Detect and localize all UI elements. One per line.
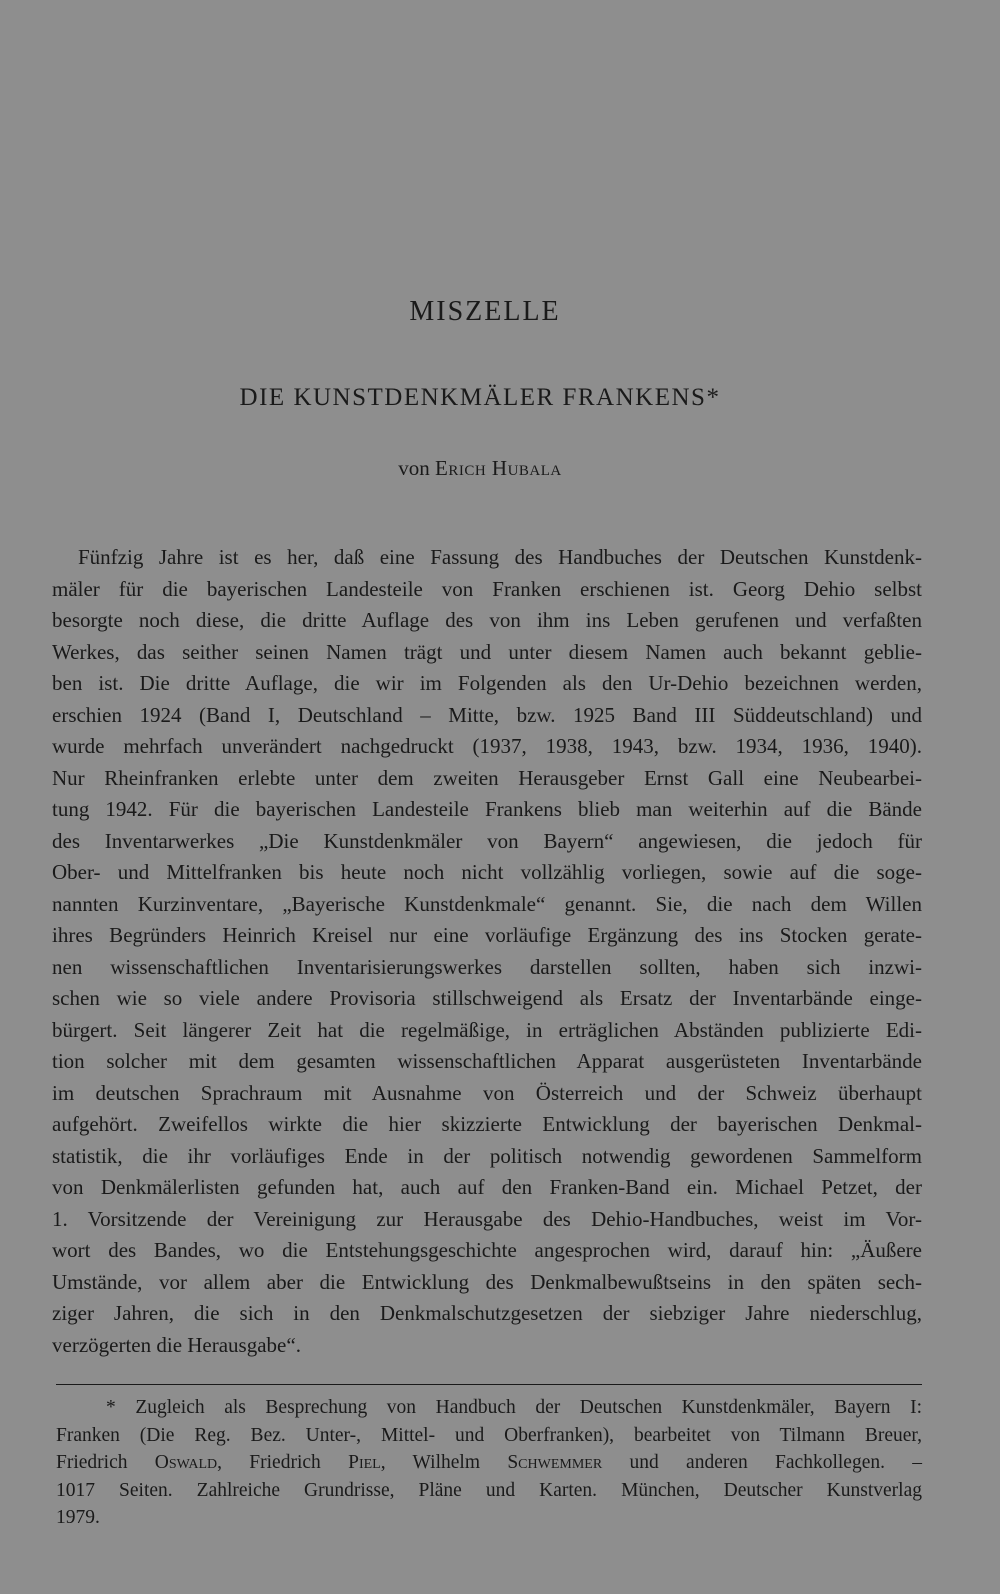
body-line: Umstände, vor allem aber die Entwicklung des Denkmalbewußtseins in den späten sech-: [52, 1269, 922, 1294]
footnote-divider: [56, 1384, 922, 1385]
body-line: ziger Jahren, die sich in den Denkmalschutzgesetzen der siebziger Jahre niederschlug,: [52, 1301, 922, 1325]
body-line: ben ist. Die dritte Auflage, die wir im Folgenden als den Ur-Dehio bezeichnen werden,: [52, 671, 922, 695]
section-heading: MISZELLE: [409, 296, 561, 327]
byline: [0, 456, 960, 481]
body-line: schen wie so viele andere Provisoria stillschweigend als Ersatz der Inventarbände einge-: [52, 986, 922, 1010]
body-line: mäler für die bayerischen Landesteile von Franken erschienen ist. Georg Dehio selbst: [52, 576, 922, 601]
body-line: Fünfzig Jahre ist es her, daß eine Fassung des Handbuches der Deutschen Kunstdenk-: [78, 545, 922, 569]
footnote-text: , Friedrich: [217, 1452, 321, 1473]
body-paragraph: [52, 542, 922, 1361]
body-line: bürgert. Seit längerer Zeit hat die regelmäßige, in erträglichen Abständen publizierte Edi-: [52, 1017, 922, 1042]
body-line: aufgehört. Zweifellos wirkte die hier skizzierte Entwicklung der bayerischen Denkmal-: [52, 1112, 922, 1136]
footnote-text: , Wilhelm: [380, 1452, 480, 1473]
footnote-line: [56, 1394, 922, 1422]
body-line: nannten Kurzinventare, „Bayerische Kunstdenkmale“ genannt. Sie, die nach dem Willen: [52, 891, 922, 916]
body-line: des Inventarwerkes „Die Kunstdenkmäler von Bayern“ angewiesen, die jedoch für: [52, 828, 922, 853]
body-line: Werkes, das seither seinen Namen trägt und unter diesem Namen auch bekannt geblie-: [52, 639, 922, 664]
body-line: Ober- und Mittelfranken bis heute noch nicht vollzählig vorliegen, sowie auf die soge-: [52, 860, 922, 884]
body-line: verzögerten die Herausgabe“.: [52, 1332, 301, 1357]
footnote-marker: *: [106, 1397, 116, 1418]
footnote-line: 1017 Seiten. Zahlreiche Grundrisse, Pläne und Karten. München, Deutscher Kunstverlag: [56, 1479, 922, 1501]
footnote-line: 1979.: [56, 1507, 100, 1528]
footnote-line: [56, 1449, 922, 1477]
body-line: erschien 1924 (Band I, Deutschland – Mitte, bzw. 1925 Band III Süddeutschland) und: [52, 702, 922, 727]
footnote-text: Zugleich als Besprechung von Handbuch der Deutschen Kunstdenkmäler, Bayern I:: [135, 1397, 922, 1418]
body-line: wurde mehrfach unverändert nachgedruckt (1937, 1938, 1943, bzw. 1934, 1936, 1940).: [52, 734, 922, 758]
footnote-name: Piel: [348, 1452, 381, 1473]
body-line: 1. Vorsitzende der Vereinigung zur Herausgabe des Dehio-Handbuches, weist im Vor-: [52, 1206, 922, 1231]
footnote: [56, 1394, 922, 1532]
footnote-text: und anderen Fachkollegen. –: [629, 1452, 923, 1473]
body-line: besorgte noch diese, die dritte Auflage des von ihm ins Leben gerufenen und verfaßten: [52, 608, 922, 632]
body-line: ihres Begründers Heinrich Kreisel nur eine vorläufige Ergänzung des ins Stocken gerate-: [52, 923, 922, 947]
footnote-text: Friedrich: [56, 1452, 128, 1473]
footnote-name: Schwemmer: [507, 1452, 603, 1473]
byline-prefix: von: [398, 456, 430, 480]
body-line: statistik, die ihr vorläufiges Ende in der politisch notwendig gewordenen Sammelform: [52, 1143, 922, 1168]
article-title: DIE KUNSTDENKMÄLER FRANKENS*: [239, 384, 721, 411]
footnote-name: Oswald: [154, 1452, 218, 1473]
body-line: von Denkmälerlisten gefunden hat, auch auf den Franken-Band ein. Michael Petzet, der: [52, 1175, 922, 1199]
body-line: im deutschen Sprachraum mit Ausnahme von Österreich und der Schweiz überhaupt: [52, 1080, 922, 1105]
byline-author: Erich Hubala: [435, 456, 562, 480]
body-line: nen wissenschaftlichen Inventarisierungswerkes darstellen sollten, haben sich inzwi-: [52, 954, 922, 979]
body-line: tion solcher mit dem gesamten wissenschaftlichen Apparat ausgerüsteten Inventarbände: [52, 1049, 922, 1073]
body-line: Nur Rheinfranken erlebte unter dem zweiten Herausgeber Ernst Gall eine Neubearbei-: [52, 765, 922, 790]
body-line: tung 1942. Für die bayerischen Landesteile Frankens blieb man weiterhin auf die Bände: [52, 797, 922, 821]
footnote-line: Franken (Die Reg. Bez. Unter-, Mittel- und Oberfranken), bearbeitet von Tilmann Breuer,: [56, 1424, 922, 1446]
body-line: wort des Bandes, wo die Entstehungsgeschichte angesprochen wird, darauf hin: „Äußere: [52, 1238, 922, 1262]
